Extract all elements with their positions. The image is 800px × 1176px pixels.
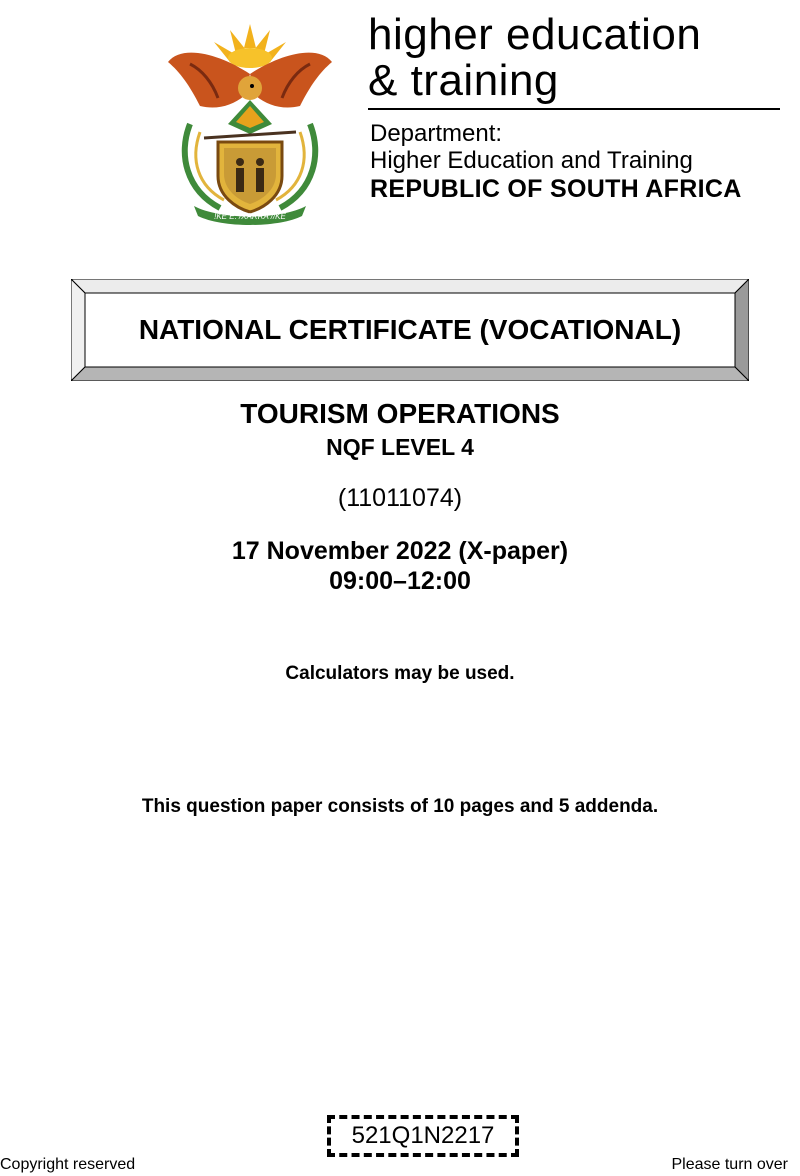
subject-code: (11011074) bbox=[337, 484, 463, 512]
department-divider bbox=[368, 108, 780, 110]
department-line1: higher education bbox=[368, 10, 702, 59]
subject-title: TOURISM OPERATIONS bbox=[240, 398, 560, 429]
department-wordmark bbox=[368, 12, 788, 104]
nqf-level: NQF LEVEL 4 bbox=[326, 434, 474, 460]
department-name: Higher Education and Training bbox=[370, 147, 693, 174]
exam-date: 17 November 2022 (X-paper) bbox=[231, 537, 569, 565]
exam-time: 09:00–12:00 bbox=[329, 567, 471, 595]
footer-copyright: Copyright reserved bbox=[0, 1156, 136, 1173]
calculator-instruction: Calculators may be used. bbox=[285, 663, 515, 684]
department-line2: & training bbox=[368, 56, 559, 105]
page-count-note: This question paper consists of 10 pages and 5 addenda. bbox=[141, 796, 659, 817]
department-label: Department: bbox=[370, 120, 503, 147]
country-name: REPUBLIC OF SOUTH AFRICA bbox=[370, 175, 742, 203]
svg-text:!KE E: /XARRA //KE: !KE E: /XARRA //KE bbox=[214, 212, 286, 221]
paper-code: 521Q1N2217 bbox=[351, 1122, 495, 1149]
coat-of-arms-logo bbox=[160, 14, 340, 226]
footer-turn-over: Please turn over bbox=[671, 1156, 788, 1173]
certificate-title: NATIONAL CERTIFICATE (VOCATIONAL) bbox=[138, 314, 682, 345]
